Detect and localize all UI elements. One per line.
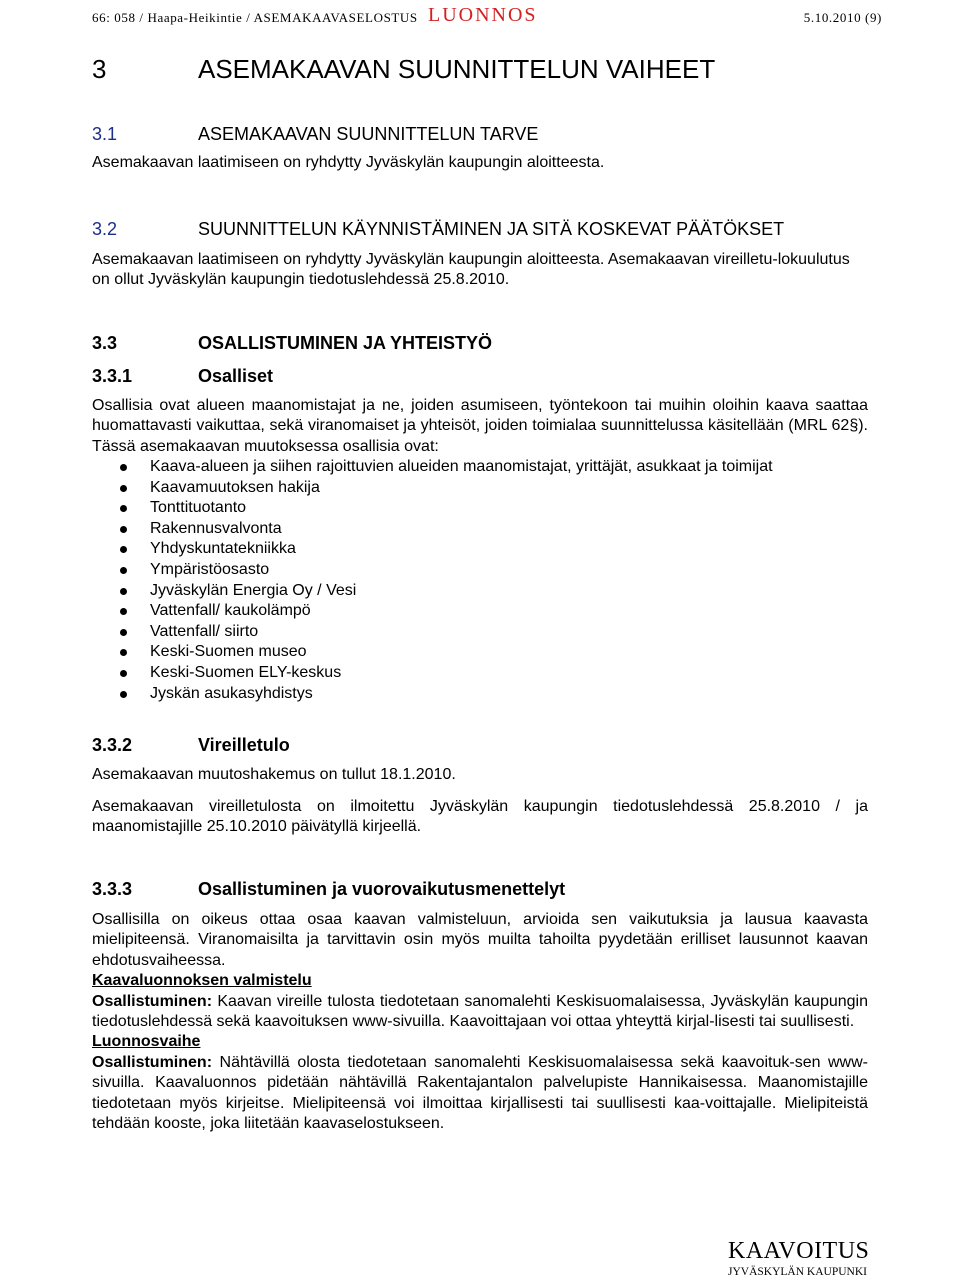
- bullet-icon: [120, 588, 127, 595]
- participation-section: [92, 910, 868, 1134]
- bullet-icon: [120, 649, 127, 656]
- bullet-icon: [120, 546, 127, 553]
- luonnosvaihe-paragraph: [92, 1053, 868, 1135]
- bullet-icon: [120, 670, 127, 677]
- city-name: JYVÄSKYLÄN KAUPUNKI: [728, 1266, 867, 1278]
- list-item-text: Kaava-alueen ja siihen rajoittuvien alueiden maanomistajat, yrittäjät, asukkaat ja toimijat: [150, 458, 773, 475]
- list-item-text: Vattenfall/ kaukolämpö: [150, 602, 311, 620]
- subsection-number: 3.3.1: [92, 366, 133, 386]
- list-item-text: Ympäristöosasto: [150, 560, 270, 578]
- chapter-heading: [92, 54, 715, 85]
- bullet-icon: [120, 464, 127, 471]
- list-item-text: Tonttituotanto: [150, 499, 247, 517]
- list-item-text: Vattenfall/ siirto: [150, 622, 259, 640]
- section-number: 3.2: [92, 219, 118, 239]
- kaavaluonnos-paragraph: [92, 992, 868, 1033]
- section-heading-3-2: [92, 219, 784, 240]
- subsection-title: Osallistuminen ja vuorovaikutusmenettelyt: [198, 879, 566, 899]
- chapter-number: 3: [92, 54, 107, 84]
- section-3-2-text: Asemakaavan laatimiseen on ryhdytty Jyväskylän kaupungin aloitteesta. Asemakaavan vireilletu-lokuulutus on ollut Jyväskylän kaupungin tiedotuslehdessä 25.8.2010.: [92, 251, 850, 289]
- kaavaluonnos-text: Kaavan vireille tulosta tiedotetaan sanomalehti Keskisuomalaisessa, Jyväskylän kaupungin tiedotuslehdessä sekä kaavoituksen www-sivuilla. Kaavoittajaan voi ottaa yhteyttä kirjal-lisesti tai suullisesti.: [92, 992, 869, 1031]
- bullet-icon: [120, 567, 127, 574]
- kaavaluonnos-heading: Kaavaluonnoksen valmistelu: [92, 972, 312, 990]
- participation-label: Osallistuminen:: [92, 1053, 213, 1071]
- vireilletulo-text-1: Asemakaavan muutoshakemus on tullut 18.1.2010.: [92, 766, 456, 783]
- list-item: [118, 684, 773, 705]
- list-item-text: Yhdyskuntatekniikka: [150, 540, 296, 558]
- subsection-heading-3-3-2: [92, 735, 290, 756]
- vireilletulo-text-2: Asemakaavan vireilletulosta on ilmoitettu Jyväskylän kaupungin tiedotuslehdessä 25.8.2010 / ja maanomistajille 25.10.2010 päivätyllä kirjeellä.: [92, 798, 868, 836]
- list-item: [118, 642, 773, 663]
- document-date: 5.10.2010 (9): [803, 10, 882, 25]
- list-item: [118, 539, 773, 560]
- subsection-title: Osalliset: [198, 366, 274, 386]
- participation-intro: Osallisilla on oikeus ottaa osaa kaavan valmisteluun, arvioida sen vaikutuksia ja lausua kaavasta mielipiteensä. Viranomaisilta ja tarvittavin osin myös muilta tahoilta pyydetään erilliset lausunnot kaavan ehdotusvaiheessa.: [92, 911, 868, 969]
- chapter-title: ASEMAKAAVAN SUUNNITTELUN VAIHEET: [198, 54, 716, 84]
- section-heading-3-1: [92, 124, 538, 145]
- luonnosvaihe-text: Nähtävillä olosta tiedotetaan sanomalehti Keskisuomalaisessa sekä kaavoituk-sen www-sivuilla. Kaavaluonnos pidetään nähtävillä Rakentajantalon palvelupiste Hannikaisessa. Maanomistajille tiedotetaan myös kirjeitse. Mielipiteensä voi ilmoittaa kirjallisesti tai suullisesti kaa-voittajalle. Mielipiteistä tehdään kooste, joka liitetään kaavaselostukseen.: [92, 1053, 868, 1133]
- list-item: [118, 622, 773, 643]
- subsection-number: 3.3.2: [92, 735, 133, 755]
- list-item: [118, 663, 773, 684]
- list-item-text: Rakennusvalvonta: [150, 519, 282, 537]
- subsection-title: Vireilletulo: [198, 735, 290, 755]
- section-heading-3-3: [92, 333, 492, 354]
- section-title: SUUNNITTELUN KÄYNNISTÄMINEN JA SITÄ KOSKEVAT PÄÄTÖKSET: [198, 219, 785, 239]
- luonnosvaihe-heading: Luonnosvaihe: [92, 1033, 201, 1051]
- subsection-heading-3-3-3: [92, 879, 565, 900]
- bullet-icon: [120, 526, 127, 533]
- page-header: [92, 4, 882, 28]
- stakeholder-list: [118, 457, 773, 704]
- list-item-text: Keski-Suomen museo: [150, 643, 307, 661]
- subsection-heading-3-3-1: [92, 366, 273, 387]
- section-3-1-text: Asemakaavan laatimiseen on ryhdytty Jyväskylän kaupungin aloitteesta.: [92, 154, 605, 171]
- list-item: [118, 601, 773, 622]
- osalliset-paragraph: Osallisia ovat alueen maanomistajat ja ne, joiden asumiseen, työntekoon tai muihin oloihin kaava saattaa huomattavasti vaikuttaa, sekä viranomaiset ja yhteisöt, joiden toimialaa suunnittelussa käsitellään (MRL 62§). Tässä asemakaavan muutoksessa osallisia ovat:: [92, 397, 868, 455]
- list-item: [118, 478, 773, 499]
- list-item-text: Keski-Suomen ELY-keskus: [150, 663, 342, 681]
- list-item: [118, 498, 773, 519]
- list-item-text: Jyväskylän Energia Oy / Vesi: [150, 581, 357, 599]
- list-item: [118, 560, 773, 581]
- draft-stamp: LUONNOS: [428, 4, 538, 26]
- participation-label: Osallistuminen:: [92, 992, 213, 1010]
- bullet-icon: [120, 485, 127, 492]
- list-item: [118, 519, 773, 540]
- list-item-text: Kaavamuutoksen hakija: [150, 478, 320, 496]
- bullet-icon: [120, 608, 127, 615]
- bullet-icon: [120, 629, 127, 636]
- subsection-number: 3.3.3: [92, 879, 133, 899]
- list-item: [118, 457, 773, 478]
- section-number: 3.3: [92, 333, 118, 353]
- section-number: 3.1: [92, 124, 118, 144]
- list-item: [118, 581, 773, 602]
- list-item-text: Jyskän asukasyhdistys: [150, 684, 313, 702]
- document-reference: 66: 058 / Haapa-Heikintie / ASEMAKAAVASELOSTUS: [92, 10, 418, 25]
- bullet-icon: [120, 505, 127, 512]
- section-title: ASEMAKAAVAN SUUNNITTELUN TARVE: [198, 124, 539, 144]
- bullet-icon: [120, 691, 127, 698]
- section-title: OSALLISTUMINEN JA YHTEISTYÖ: [198, 333, 493, 353]
- kaavoitus-logo: KAAVOITUS: [728, 1238, 870, 1264]
